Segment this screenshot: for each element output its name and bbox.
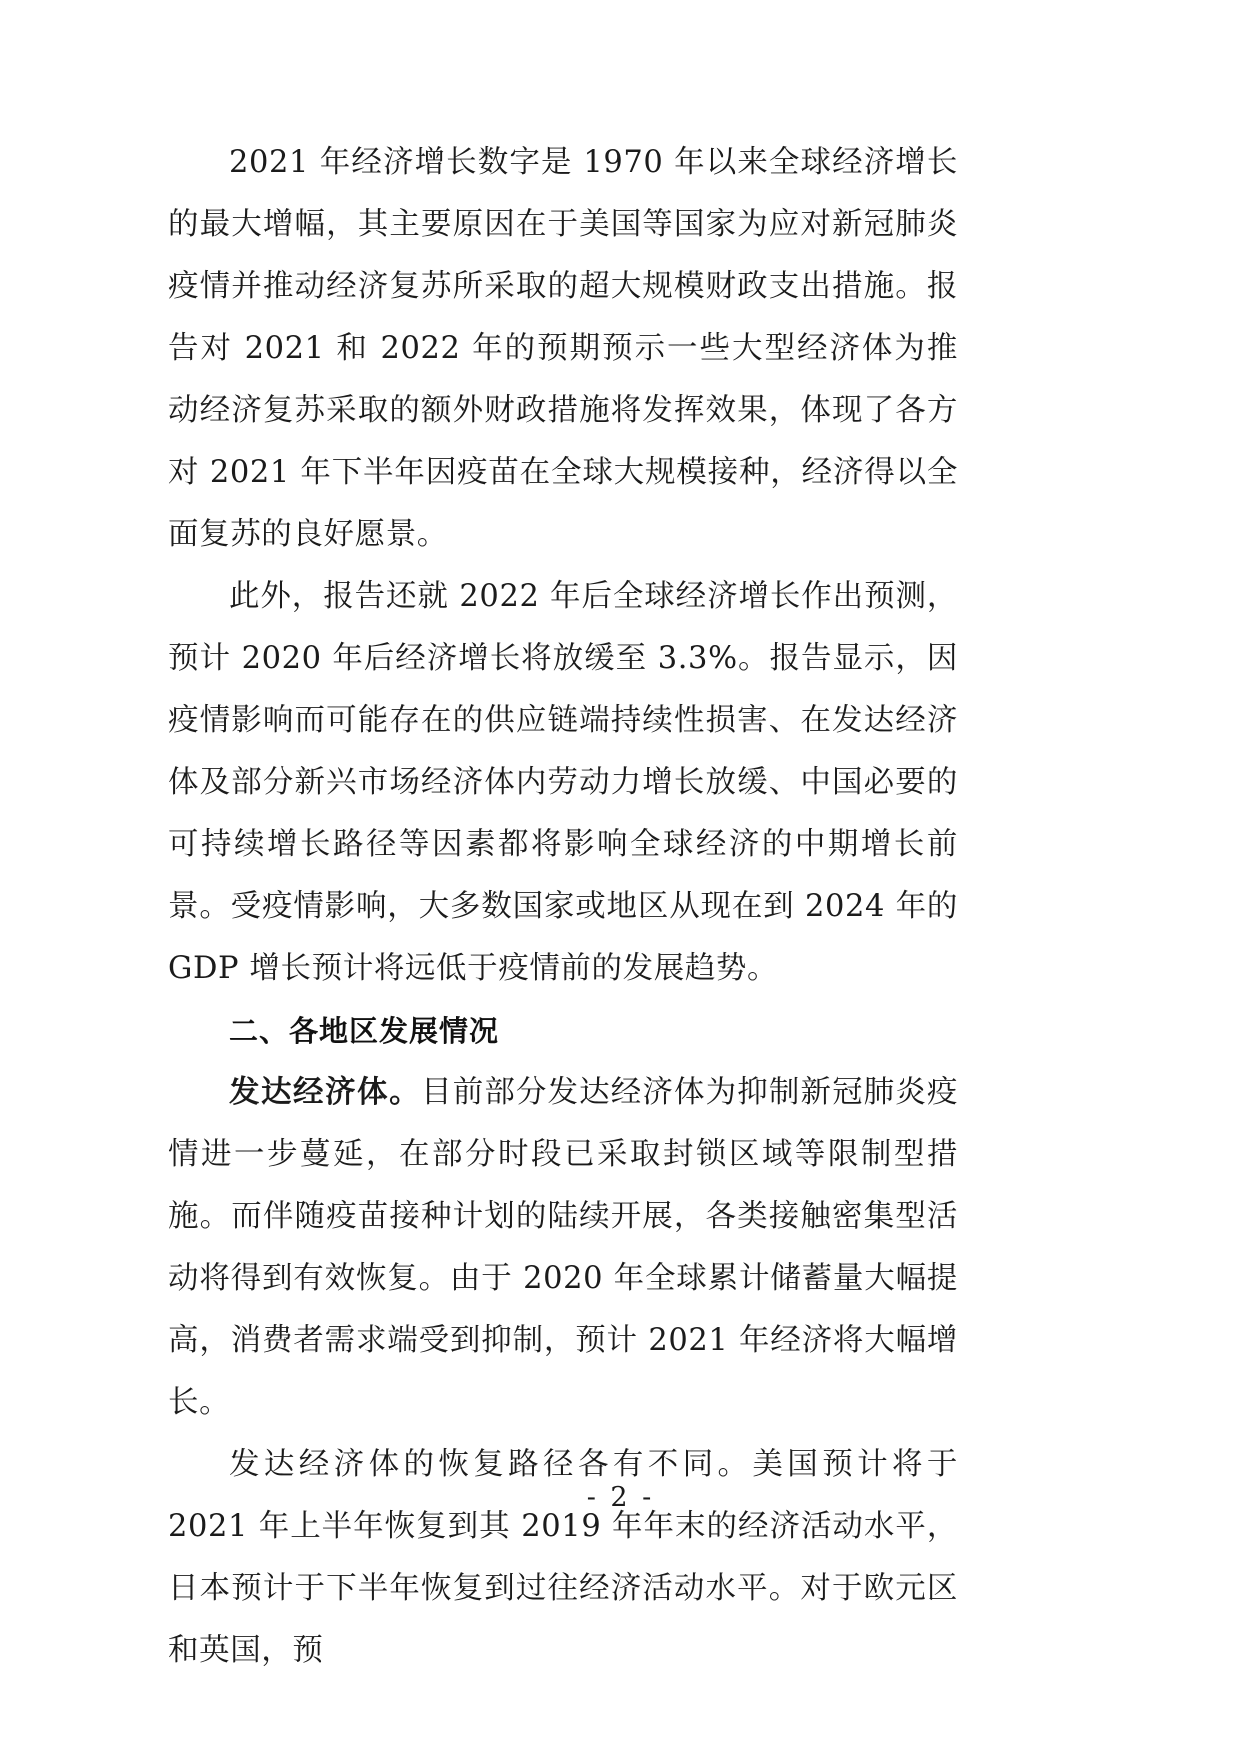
paragraph-1: 2021 年经济增长数字是 1970 年以来全球经济增长的最大增幅，其主要原因在于美国等国家为应对新冠肺炎疫情并推动经济复苏所采取的超大规模财政支出措施。报告对 2021 和 2022 年的预期预示一些大型经济体为推动经济复苏采取的额外财政措施将发挥效果，体现了各方对 2021 年下半年因疫苗在全球大规模接种，经济得以全面复苏的良好愿景。 [168,145,958,552]
paragraph-2: 此外，报告还就 2022 年后全球经济增长作出预测，预计 2020 年后经济增长将放缓至 3.3%。报告显示，因疫情影响而可能存在的供应链端持续性损害、在发达经济体及部分新兴市场经济体内劳动力增长放缓、中国必要的可持续增长路径等因素都将影响全球经济的中期增长前景。受疫情影响，大多数国家或地区从现在到 2024 年的 GDP 增长预计将远低于疫情前的发展趋势。 [168,579,958,986]
section-heading: 二、各地区发展情况 [229,1014,500,1048]
page-number: - 2 - [586,1482,655,1513]
paragraph-3 [168,1062,958,1434]
paragraph-3-lead: 发达经济体。 [229,1075,422,1110]
paragraph-3-body: 目前部分发达经济体为抑制新冠肺炎疫情进一步蔓延，在部分时段已采取封锁区域等限制型措施。而伴随疫苗接种计划的陆续开展，各类接触密集型活动将得到有效恢复。由于 2020 年全球累计储蓄量大幅提高，消费者需求端受到抑制，预计 2021 年经济将大幅增长。 [168,1075,959,1420]
paragraph-4: 发达经济体的恢复路径各有不同。美国预计将于 2021 年上半年恢复到其 2019 年年末的经济活动水平，日本预计于下半年恢复到过往经济活动水平。对于欧元区和英国，预 [168,1447,958,1668]
page-body [168,132,958,1682]
